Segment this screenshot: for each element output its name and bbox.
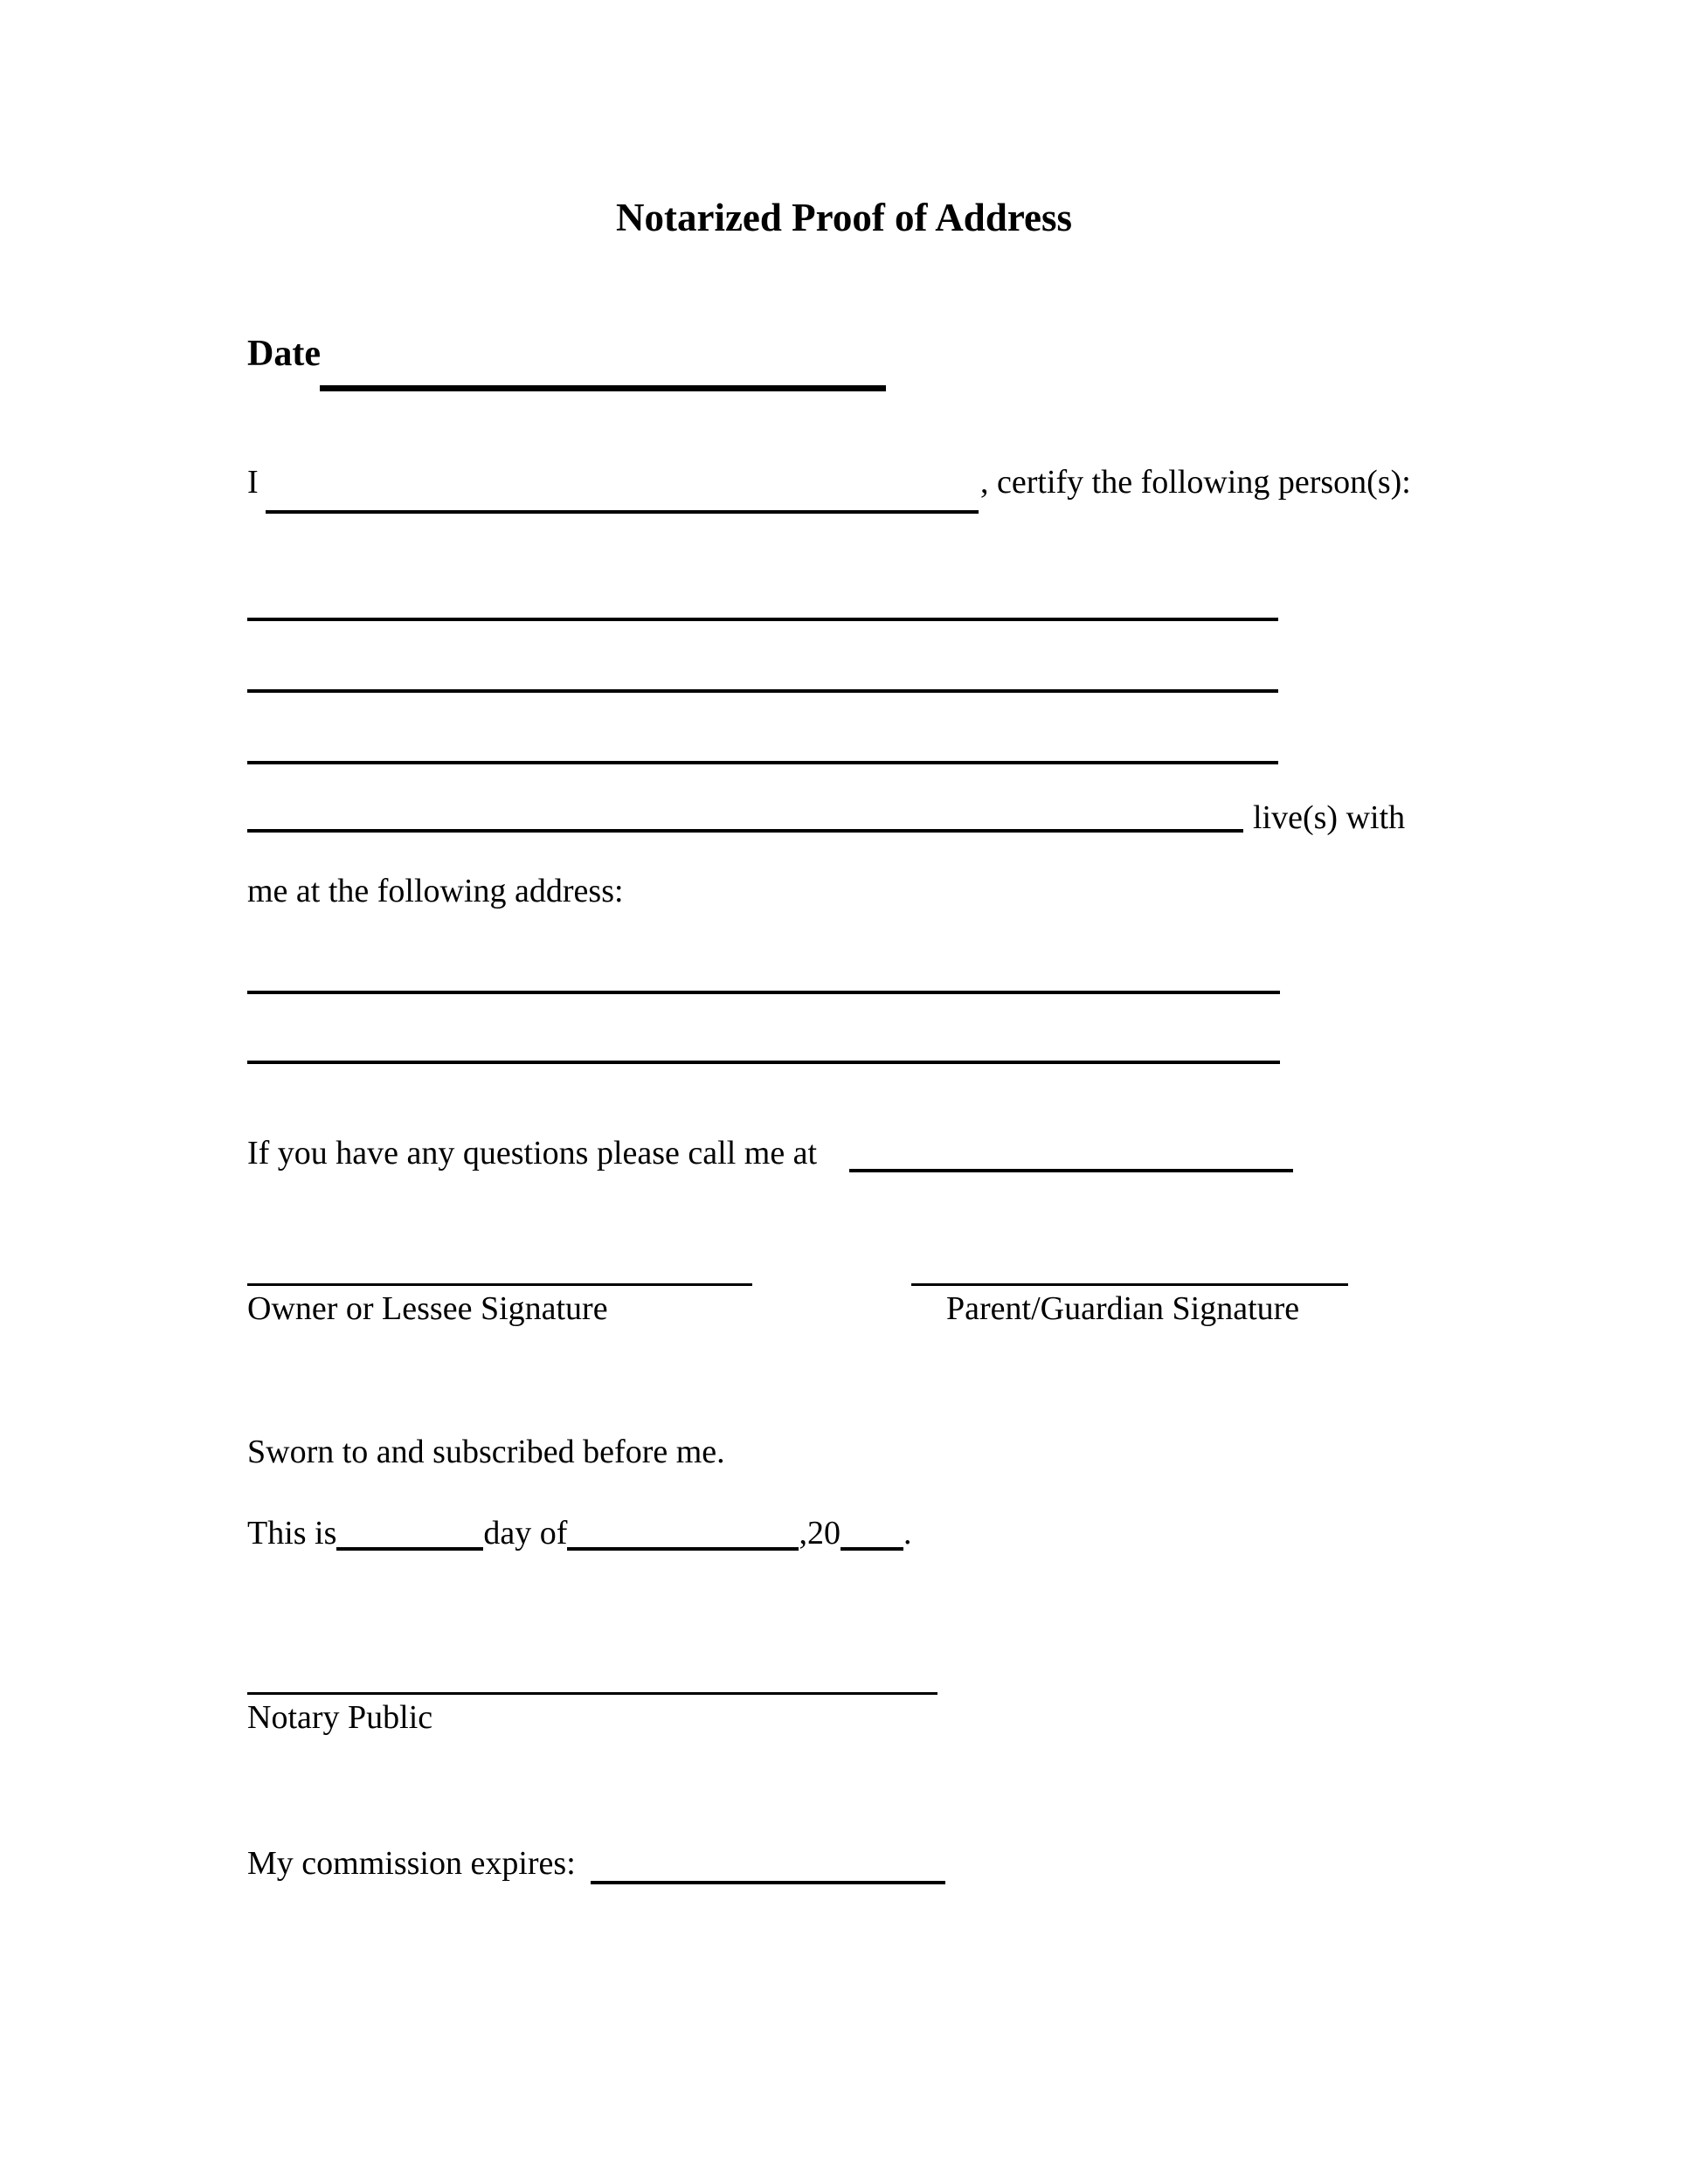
phone-question-text: If you have any questions please call me at bbox=[247, 1135, 818, 1171]
year-blank-line bbox=[841, 1512, 903, 1551]
notary-public-label: Notary Public bbox=[247, 1699, 433, 1736]
guardian-signature-label: Parent/Guardian Signature bbox=[946, 1290, 1300, 1327]
certify-prefix-text: I bbox=[247, 464, 259, 501]
commission-expires-label: My commission expires: bbox=[247, 1845, 576, 1882]
certifier-name-blank-line bbox=[266, 510, 979, 514]
day-of-text: day of bbox=[483, 1515, 568, 1552]
page-title: Notarized Proof of Address bbox=[615, 196, 1073, 239]
owner-signature-line bbox=[247, 1283, 752, 1286]
commission-blank-line bbox=[591, 1881, 945, 1884]
guardian-signature-line bbox=[911, 1283, 1348, 1286]
notary-signature-line bbox=[247, 1692, 937, 1695]
month-blank-line bbox=[567, 1512, 799, 1551]
person-blank-line-3 bbox=[247, 761, 1278, 764]
address-intro-text: me at the following address: bbox=[247, 873, 624, 909]
day-blank-line bbox=[336, 1512, 483, 1551]
person-blank-line-1 bbox=[247, 618, 1278, 621]
year-prefix-text: ,20 bbox=[799, 1515, 841, 1552]
period-text: . bbox=[903, 1515, 912, 1552]
execution-date-sentence bbox=[247, 1512, 911, 1553]
phone-blank-line bbox=[849, 1169, 1293, 1172]
address-blank-line-1 bbox=[247, 991, 1280, 994]
lives-with-text: live(s) with bbox=[1253, 799, 1406, 836]
certify-suffix-text: , certify the following person(s): bbox=[980, 464, 1411, 501]
address-blank-line-2 bbox=[247, 1061, 1280, 1064]
sworn-statement-text: Sworn to and subscribed before me. bbox=[247, 1434, 725, 1470]
date-blank-line bbox=[320, 385, 886, 391]
this-is-text: This is bbox=[247, 1515, 337, 1552]
date-label: Date bbox=[247, 334, 321, 374]
person-blank-line-2 bbox=[247, 689, 1278, 693]
lives-with-blank-line bbox=[247, 829, 1243, 833]
owner-signature-label: Owner or Lessee Signature bbox=[247, 1290, 608, 1327]
